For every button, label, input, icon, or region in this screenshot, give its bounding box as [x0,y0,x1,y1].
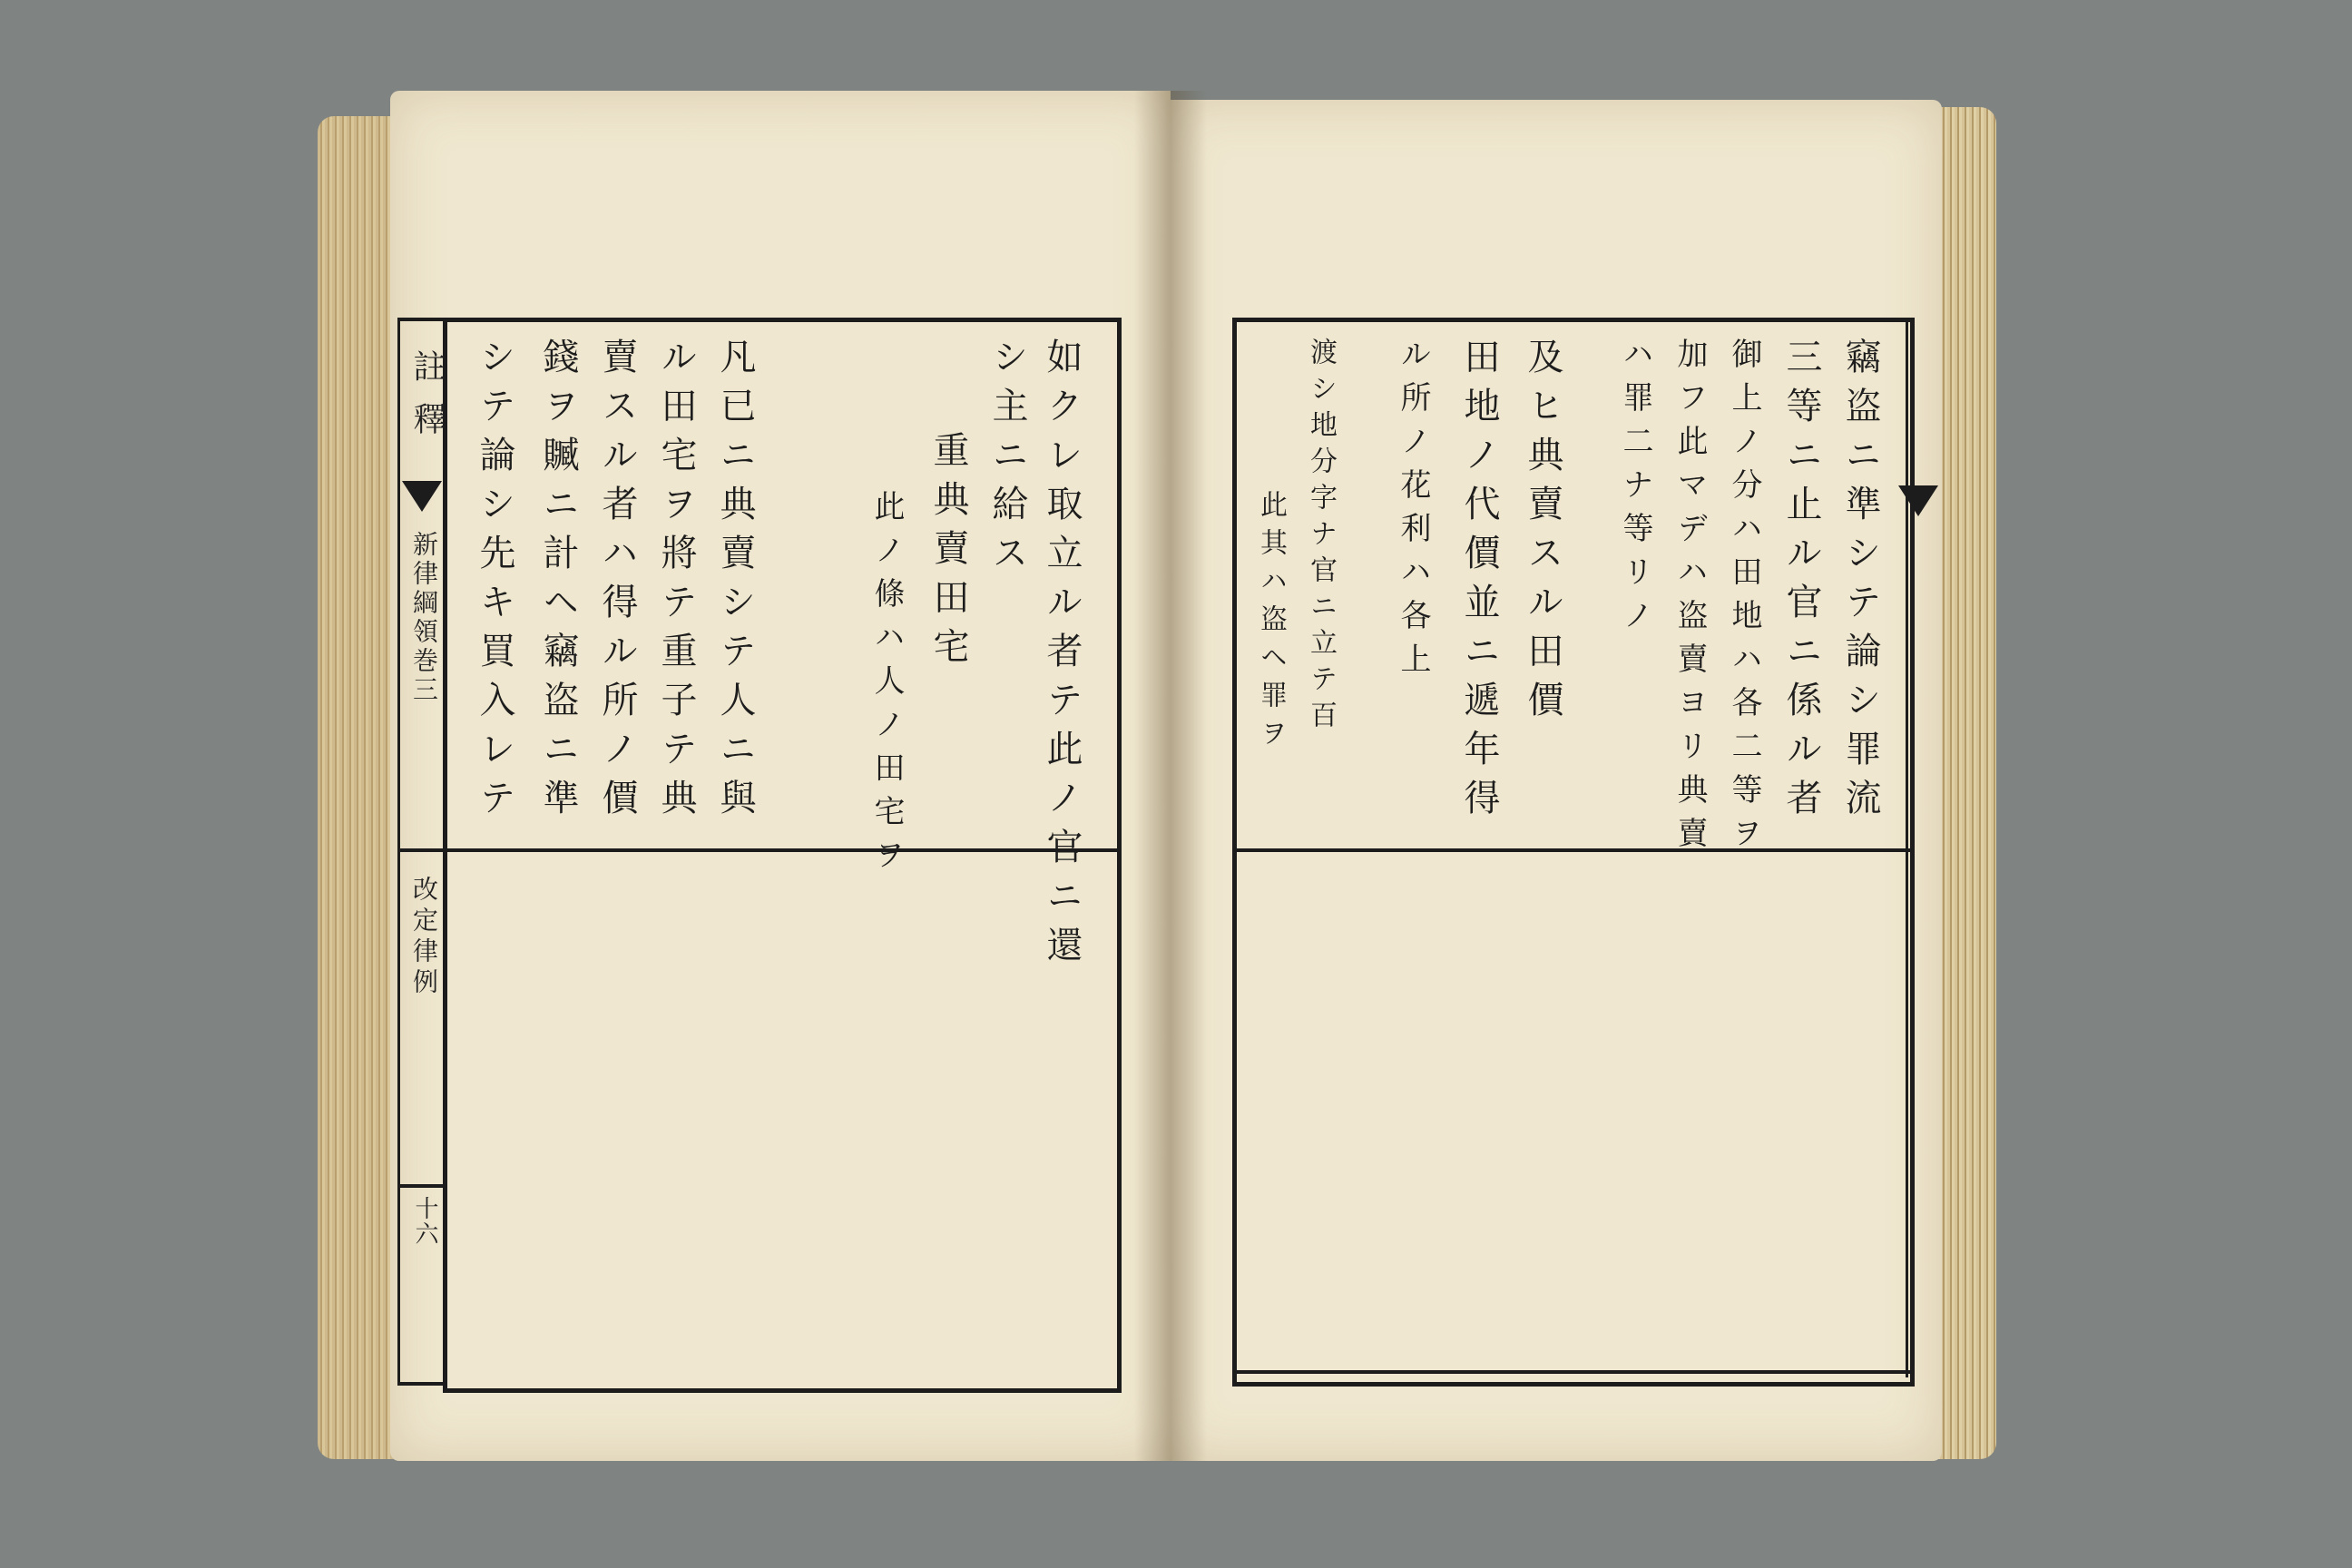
text-column: ハ罪二ナ等リノ [1617,338,1653,642]
margin-lower-title: 改定律例 [409,876,439,999]
text-column: 重典賣田宅 [927,431,969,676]
text-column: 及ヒ典賣スル田價 [1522,338,1563,730]
text-column: シ主ニ給ス [986,338,1028,583]
right-page-edges [1933,107,1996,1459]
text-column: 錢ヲ贓ニ計ヘ竊盗ニ準 [537,338,579,828]
right-blank-area [1237,858,1906,1366]
left-blank-area [447,858,1108,1379]
text-column: 竊盗ニ準シテ論シ罪流 [1839,338,1881,828]
fish-tail-mark [402,481,442,512]
left-page-edges [318,116,399,1459]
text-column: 此其ハ盗ヘ罪ヲ [1255,490,1287,757]
text-column: ル所ノ花利ハ各上 [1395,338,1431,686]
text-column: 御上ノ分ハ田地ハ各二等ヲ [1726,338,1762,860]
right-margin-rule [1906,318,1908,1377]
left-frame-divider [443,848,1122,852]
text-column: 三等ニ止ル官ニ係ル者 [1780,338,1822,828]
text-column: 田地ノ代價並ニ遞年得 [1458,338,1500,828]
right-frame-divider [1232,848,1915,852]
text-column: ル田宅ヲ將テ重子テ典 [655,338,697,828]
right-frame-bottom [1232,1370,1915,1374]
text-column: 如クレ取立ル者テ此ノ官ニ還 [1041,338,1083,975]
text-column: シテ論シ先キ買入レテ [474,338,515,828]
text-column: 賣スル者ハ得ル所ノ價 [596,338,638,828]
left-margin-rule-top [397,318,447,321]
text-column: 此ノ條ハ人ノ田宅ヲ [868,490,905,882]
fish-tail-mark-right [1898,485,1938,516]
left-margin-rule-bottom [397,1382,447,1386]
text-column: 加フ此マデハ盗賣ヨリ典賣 [1671,338,1708,860]
left-margin-rule-mid [397,848,447,852]
left-margin-rule-page [397,1184,447,1188]
margin-title: 註釋 [408,349,446,455]
book-gutter [1134,91,1207,1461]
text-column: 凡已ニ典賣シテ人ニ與 [714,338,756,828]
margin-book-title: 新律綱領巻三 [409,531,439,705]
text-column: 渡シ地分字ナ官ニ立テ百 [1305,338,1337,737]
page-number: 十六 [411,1196,438,1247]
